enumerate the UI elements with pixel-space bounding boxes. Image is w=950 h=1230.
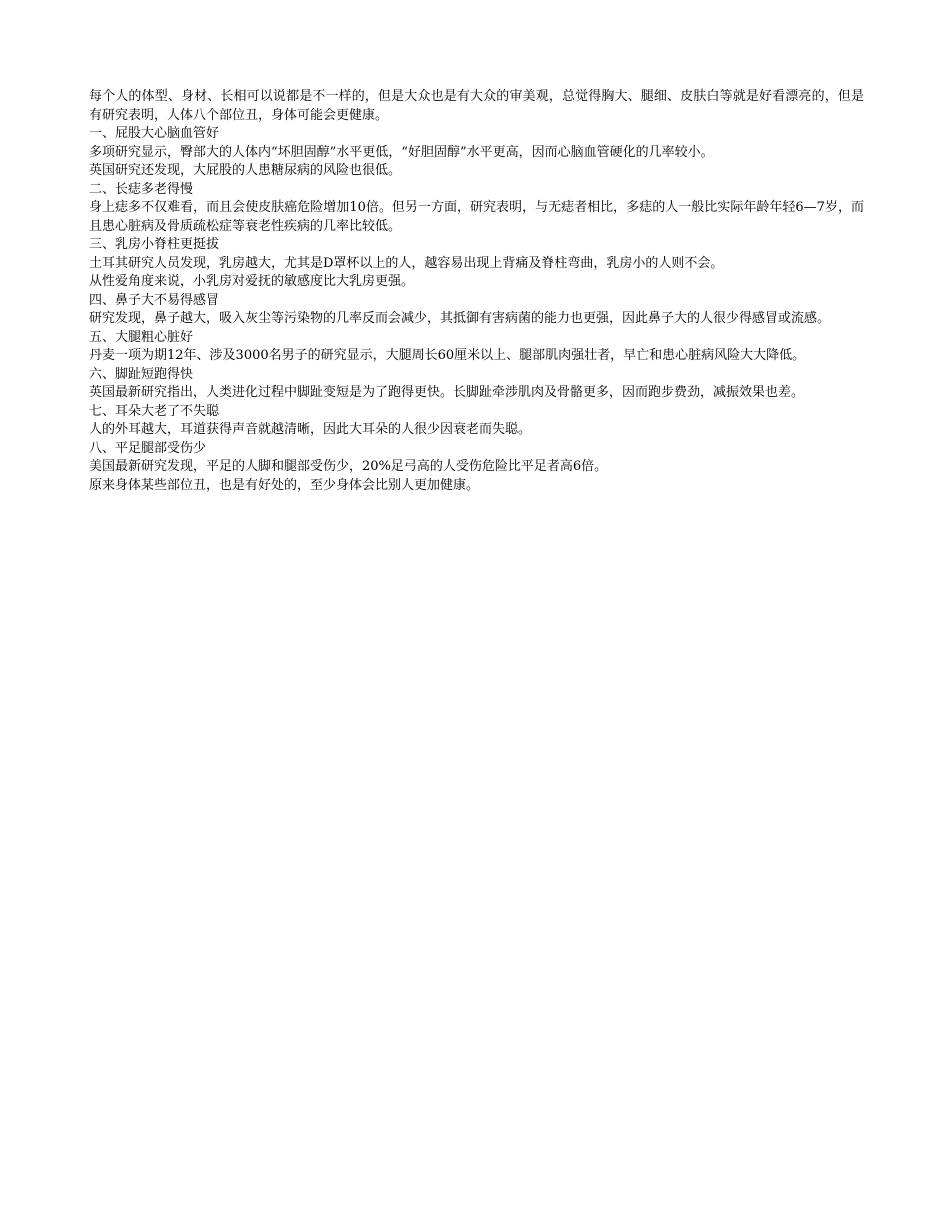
section-paragraph: 英国研究还发现，大屁股的人患糖尿病的风险也很低。 [89, 163, 402, 178]
section-heading: 一、屁股大心脑血管好 [89, 126, 220, 141]
section-heading: 六、脚趾短跑得快 [89, 366, 194, 382]
section-paragraph: 研究发现，鼻子越大，吸入灰尘等污染物的几率反而会减少，其抵御有害病菌的能力也更强，因此鼻子大的人很少得感冒或流感。 [89, 311, 831, 326]
section-paragraph: 英国最新研究指出，人类进化过程中脚趾变短是为了跑得更快。长脚趾牵涉肌肉及骨骼更多，因而跑步费劲，减振效果也差。 [89, 385, 805, 400]
section-3 [89, 236, 864, 292]
section-paragraph: 人的外耳越大，耳道获得声音就越清晰，因此大耳朵的人很少因衰老而失聪。 [89, 422, 532, 437]
section-5 [89, 329, 864, 366]
section-heading: 七、耳朵大老了不失聪 [89, 403, 220, 419]
section-heading: 四、鼻子大不易得感冒 [89, 292, 220, 308]
section-7 [89, 403, 864, 440]
section-paragraph: 土耳其研究人员发现，乳房越大，尤其是D罩杯以上的人，越容易出现上背痛及脊柱弯曲，乳房小的人则不会。 [89, 255, 724, 271]
section-paragraph: 从性爱角度来说，小乳房对爱抚的敏感度比大乳房更强。 [89, 274, 415, 289]
document-body [89, 88, 864, 495]
section-heading: 八、平足腿部受伤少 [89, 440, 207, 456]
section-2 [89, 181, 864, 237]
intro-paragraph: 每个人的体型、身材、长相可以说都是不一样的，但是大众也是有大众的审美观，总觉得胸大、腿细、皮肤白等就是好看漂亮的，但是有研究表明，人体八个部位丑，身体可能会更健康。 [89, 89, 864, 123]
section-heading: 二、长痣多老得慢 [89, 181, 194, 197]
section-8 [89, 440, 864, 477]
section-heading: 三、乳房小脊柱更挺拔 [89, 237, 220, 252]
section-1 [89, 125, 864, 181]
section-heading: 五、大腿粗心脏好 [89, 329, 194, 345]
conclusion-paragraph: 原来身体某些部位丑，也是有好处的，至少身体会比别人更加健康。 [89, 477, 480, 493]
section-paragraph: 丹麦一项为期12年、涉及3000名男子的研究显示，大腿周长60厘米以上、腿部肌肉强壮者，早亡和患心脏病风险大大降低。 [89, 348, 806, 363]
section-6 [89, 366, 864, 403]
section-paragraph: 美国最新研究发现，平足的人脚和腿部受伤少，20%足弓高的人受伤危险比平足者高6倍。 [89, 459, 608, 474]
section-paragraph: 多项研究显示，臀部大的人体内“坏胆固醇”水平更低，“好胆固醇”水平更高，因而心脑血管硬化的几率较小。 [89, 144, 714, 160]
section-4 [89, 292, 864, 329]
section-paragraph: 身上痣多不仅难看，而且会使皮肤癌危险增加10倍。但另一方面，研究表明，与无痣者相比，多痣的人一般比实际年龄年轻6—7岁，而且患心脏病及骨质疏松症等衰老性疾病的几率比较低。 [89, 200, 864, 234]
